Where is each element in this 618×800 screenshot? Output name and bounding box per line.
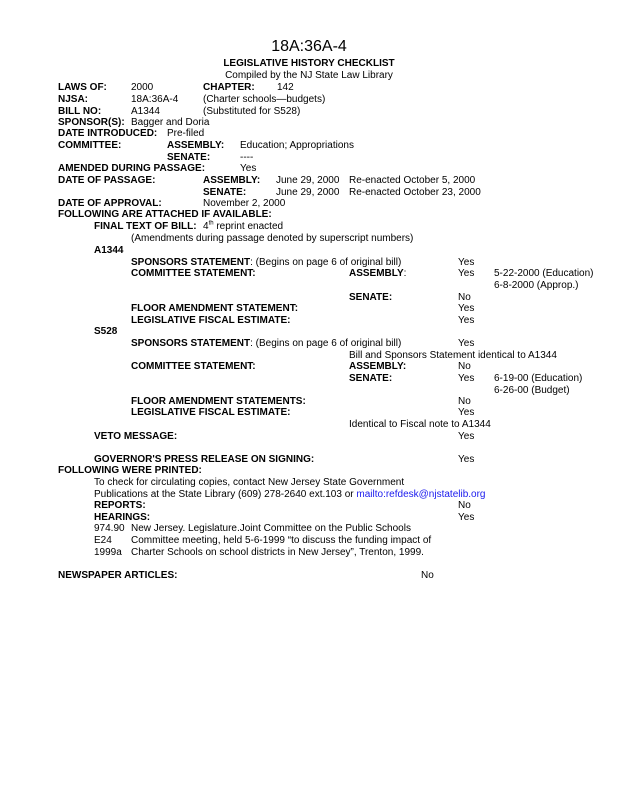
a1344-floor-amendment-label: FLOOR AMENDMENT STATEMENT: bbox=[131, 303, 299, 314]
veto-value: Yes bbox=[458, 431, 475, 442]
date-of-approval-label: DATE OF APPROVAL: bbox=[58, 198, 162, 209]
hearings-label: HEARINGS: bbox=[94, 512, 151, 523]
date-of-passage-label: DATE OF PASSAGE: bbox=[58, 175, 156, 186]
bill-no-label: BILL NO: bbox=[58, 106, 102, 117]
s528-floor-amendments-value: No bbox=[458, 396, 471, 407]
a1344-label: A1344 bbox=[94, 245, 124, 256]
attached-heading: FOLLOWING ARE ATTACHED IF AVAILABLE: bbox=[58, 209, 272, 220]
a1344-fiscal-estimate-label: LEGISLATIVE FISCAL ESTIMATE: bbox=[131, 315, 291, 326]
a1344-sponsors-statement-value: Yes bbox=[458, 257, 475, 268]
s528-senate-label: SENATE: bbox=[349, 373, 393, 384]
passage-assembly-label: ASSEMBLY: bbox=[203, 175, 261, 186]
hearing-text-2: Committee meeting, held 5-6-1999 “to discuss the funding impact of bbox=[131, 535, 432, 546]
s528-committee-statement-label: COMMITTEE STATEMENT: bbox=[131, 361, 256, 372]
a1344-senate-value: No bbox=[458, 292, 471, 303]
date-introduced-value: Pre-filed bbox=[167, 128, 205, 139]
s528-senate-date-2: 6-26-00 (Budget) bbox=[494, 385, 570, 396]
s528-sponsors-statement: SPONSORS STATEMENT: (Begins on page 6 of original bill) bbox=[131, 338, 402, 349]
s528-assembly-value: No bbox=[458, 361, 471, 372]
committee-senate-value: ---- bbox=[240, 152, 254, 163]
a1344-assembly-label: ASSEMBLY: bbox=[349, 268, 407, 279]
s528-sponsors-identical-note: Bill and Sponsors Statement identical to A1344 bbox=[349, 350, 557, 361]
publications-line: Publications at the State Library (609) 278-2640 ext.103 or mailto:refdesk@njstatelib.org bbox=[94, 489, 486, 500]
amended-value: Yes bbox=[240, 163, 257, 174]
njsa-note: (Charter schools—budgets) bbox=[203, 94, 326, 105]
laws-of-value: 2000 bbox=[131, 82, 154, 93]
compiled-by: Compiled by the NJ State Law Library bbox=[225, 70, 393, 81]
njsa-label: NJSA: bbox=[58, 94, 89, 105]
checklist-title: LEGISLATIVE HISTORY CHECKLIST bbox=[223, 58, 395, 69]
s528-sponsors-statement-value: Yes bbox=[458, 338, 475, 349]
s528-fiscal-estimate-value: Yes bbox=[458, 407, 475, 418]
passage-assembly-date: June 29, 2000 bbox=[276, 175, 340, 186]
chapter-label: CHAPTER: bbox=[203, 82, 255, 93]
passage-senate-label: SENATE: bbox=[203, 187, 247, 198]
s528-label: S528 bbox=[94, 326, 118, 337]
sponsors-label: SPONSOR(S): bbox=[58, 117, 125, 128]
call-number-3: 1999a bbox=[94, 547, 122, 558]
a1344-assembly-value: Yes bbox=[458, 268, 475, 279]
njsa-value: 18A:36A-4 bbox=[131, 94, 179, 105]
a1344-floor-amendment-value: Yes bbox=[458, 303, 475, 314]
hearing-text-3: Charter Schools on school districts in New Jersey”, Trenton, 1999. bbox=[131, 547, 424, 558]
statute-code: 18A:36A-4 bbox=[271, 38, 347, 55]
s528-senate-date-1: 6-19-00 (Education) bbox=[494, 373, 583, 384]
call-number-1: 974.90 bbox=[94, 523, 125, 534]
s528-fiscal-estimate-label: LEGISLATIVE FISCAL ESTIMATE: bbox=[131, 407, 291, 418]
s528-floor-amendments-label: FLOOR AMENDMENT STATEMENTS: bbox=[131, 396, 306, 407]
press-release-value: Yes bbox=[458, 454, 475, 465]
newspaper-label: NEWSPAPER ARTICLES: bbox=[58, 570, 178, 581]
reference-desk-email-link[interactable]: mailto:refdesk@njstatelib.org bbox=[356, 489, 486, 500]
hearings-value: Yes bbox=[458, 512, 475, 523]
s528-assembly-label: ASSEMBLY: bbox=[349, 361, 407, 372]
final-text-label: FINAL TEXT OF BILL: bbox=[94, 221, 197, 232]
a1344-committee-statement-label: COMMITTEE STATEMENT: bbox=[131, 268, 256, 279]
check-note: To check for circulating copies, contact New Jersey State Government bbox=[94, 477, 405, 488]
a1344-sponsors-statement: SPONSORS STATEMENT: (Begins on page 6 of original bill) bbox=[131, 257, 402, 268]
passage-senate-date: June 29, 2000 bbox=[276, 187, 340, 198]
reports-label: REPORTS: bbox=[94, 500, 146, 511]
veto-label: VETO MESSAGE: bbox=[94, 431, 178, 442]
a1344-assembly-date-1: 5-22-2000 (Education) bbox=[494, 268, 594, 279]
amended-label: AMENDED DURING PASSAGE: bbox=[58, 163, 206, 174]
a1344-assembly-date-2: 6-8-2000 (Approp.) bbox=[494, 280, 579, 291]
press-release-label: GOVERNOR'S PRESS RELEASE ON SIGNING: bbox=[94, 454, 315, 465]
reports-value: No bbox=[458, 500, 471, 511]
committee-assembly-label: ASSEMBLY: bbox=[167, 140, 225, 151]
passage-assembly-note: Re-enacted October 5, 2000 bbox=[349, 175, 476, 186]
call-number-2: E24 bbox=[94, 535, 112, 546]
bill-no-value: A1344 bbox=[131, 106, 160, 117]
s528-senate-value: Yes bbox=[458, 373, 475, 384]
amendments-note: (Amendments during passage denoted by superscript numbers) bbox=[131, 233, 414, 244]
committee-senate-label: SENATE: bbox=[167, 152, 211, 163]
a1344-fiscal-estimate-value: Yes bbox=[458, 315, 475, 326]
newspaper-value: No bbox=[421, 570, 434, 581]
bill-no-note: (Substituted for S528) bbox=[203, 106, 301, 117]
date-of-approval-value: November 2, 2000 bbox=[203, 198, 286, 209]
passage-senate-note: Re-enacted October 23, 2000 bbox=[349, 187, 481, 198]
committee-assembly-value: Education; Appropriations bbox=[240, 140, 354, 151]
laws-of-label: LAWS OF: bbox=[58, 82, 107, 93]
chapter-value: 142 bbox=[277, 82, 294, 93]
a1344-senate-label: SENATE: bbox=[349, 292, 393, 303]
final-text-value: 4th reprint enacted bbox=[203, 220, 284, 232]
committee-label: COMMITTEE: bbox=[58, 140, 122, 151]
sponsors-value: Bagger and Doria bbox=[131, 117, 210, 128]
s528-fiscal-identical-note: Identical to Fiscal note to A1344 bbox=[349, 419, 491, 430]
printed-heading: FOLLOWING WERE PRINTED: bbox=[58, 465, 202, 476]
hearing-text-1: New Jersey. Legislature.Joint Committee on the Public Schools bbox=[131, 523, 411, 534]
date-introduced-label: DATE INTRODUCED: bbox=[58, 128, 158, 139]
